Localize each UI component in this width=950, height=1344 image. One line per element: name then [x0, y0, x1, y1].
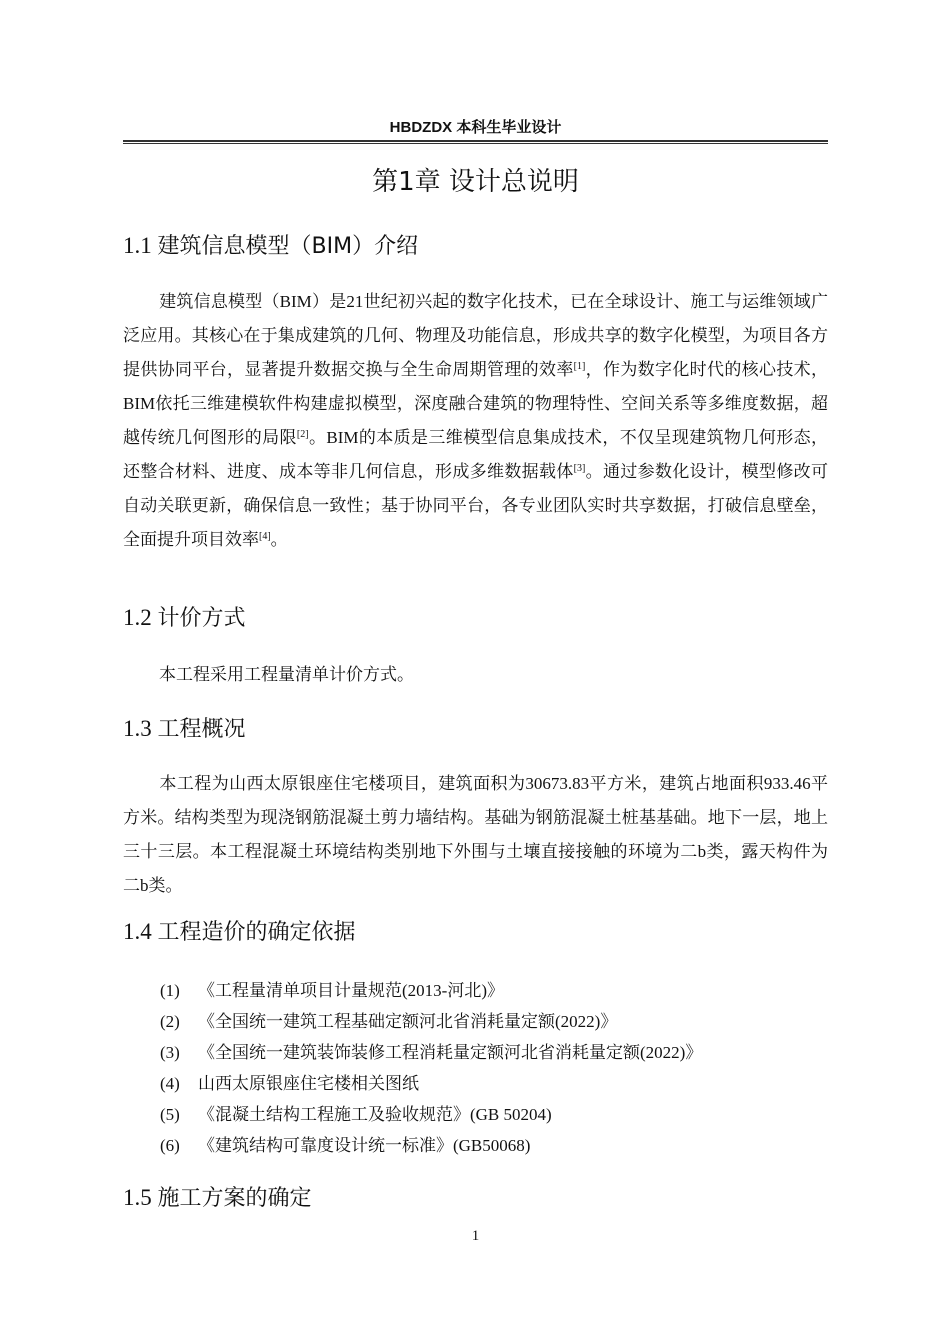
- section-title: 施工方案的确定: [157, 1186, 312, 1211]
- list-item: [160, 1099, 828, 1130]
- section-heading-1-4: [123, 915, 828, 950]
- paragraph-text: 建筑信息模型（BIM）是21世纪初兴起的数字化技术，已在全球设计、施工与运维领域广泛应用。其核心在于集成建筑的几何、物理及功能信息，形成共享的数字化模型，为项目各方提供协同平台，显著提升数据交换与全生命周期管理的效率: [123, 292, 828, 379]
- list-text: 《建筑结构可靠度设计统一标准》(GB50068): [198, 1136, 531, 1155]
- section-paragraph-pricing: [123, 658, 828, 692]
- page-number: 1: [471, 1228, 480, 1244]
- section-title: 工程造价的确定依据: [157, 920, 356, 945]
- section-number: 1.2: [123, 605, 152, 630]
- list-text: 《全国统一建筑工程基础定额河北省消耗量定额(2022)》: [198, 1012, 618, 1031]
- list-index: (1): [160, 981, 180, 1000]
- section-number: 1.5: [123, 1185, 152, 1210]
- section-paragraph-overview: [123, 767, 828, 903]
- paragraph-text: 。BIM的本质是三维模型信息集成技术，不仅呈现建筑物几何形态，还整合材料、进度、成本等非几何信息，形成多维数据载体: [123, 428, 828, 481]
- section-title: 工程概况: [157, 717, 246, 742]
- list-item: [160, 1068, 828, 1099]
- page-header: HBDZDX 本科生毕业设计: [389, 119, 562, 136]
- list-text: 《工程量清单项目计量规范(2013-河北)》: [198, 981, 504, 1000]
- chapter-title: 第1章 设计总说明: [372, 167, 579, 197]
- section-number: 1.1: [123, 233, 152, 258]
- list-index: (6): [160, 1136, 180, 1155]
- list-text: 《混凝土结构工程施工及验收规范》(GB 50204): [198, 1105, 552, 1124]
- paragraph-text: 。: [270, 530, 288, 549]
- list-text: 山西太原银座住宅楼相关图纸: [198, 1074, 419, 1093]
- citation: [2]: [296, 429, 309, 440]
- paragraph-text: ，作为数字化时代的核心技术，BIM依托三维建模软件构建虚拟模型，深度融合建筑的物理特性、空间关系等多维度数据，超越传统几何图形的局限: [123, 360, 829, 447]
- list-item: [160, 975, 828, 1006]
- list-index: (3): [160, 1043, 180, 1062]
- list-index: (5): [160, 1105, 180, 1124]
- paragraph-text: 本工程采用工程量清单计价方式。: [159, 665, 414, 684]
- section-heading-1-5: [123, 1181, 828, 1216]
- list-index: (4): [160, 1074, 180, 1093]
- paragraph-text: 。通过参数化设计，模型修改可自动关联更新，确保信息一致性；基于协同平台，各专业团队实时共享数据，打破信息壁垒，全面提升项目效率: [123, 462, 829, 549]
- section-title: 建筑信息模型（BIM）介绍: [157, 234, 419, 259]
- citation: [1]: [573, 361, 586, 372]
- list-index: (2): [160, 1012, 180, 1031]
- list-text: 《全国统一建筑装饰装修工程消耗量定额河北省消耗量定额(2022)》: [198, 1043, 703, 1062]
- section-number: 1.3: [123, 716, 152, 741]
- section-paragraph-bim: [123, 285, 828, 557]
- paragraph-text: 本工程为山西太原银座住宅楼项目，建筑面积为30673.83平方米，建筑占地面积933.46平方米。结构类型为现浇钢筋混凝土剪力墙结构。基础为钢筋混凝土桩基基础。地下一层，地上三十三层。本工程混凝土环境结构类别地下外围与土壤直接接触的环境为二b类，露天构件为二b类。: [123, 774, 828, 895]
- header-rule: [123, 140, 828, 144]
- section-heading-1-1: [123, 229, 828, 264]
- section-title: 计价方式: [157, 606, 246, 631]
- section-heading-1-3: [123, 712, 828, 747]
- section-heading-1-2: [123, 601, 828, 636]
- section-number: 1.4: [123, 919, 152, 944]
- citation: [3]: [573, 463, 586, 474]
- list-item: [160, 1037, 828, 1068]
- list-item: [160, 1006, 828, 1037]
- citation: [4]: [259, 531, 271, 542]
- basis-list: [160, 975, 828, 1161]
- list-item: [160, 1130, 828, 1161]
